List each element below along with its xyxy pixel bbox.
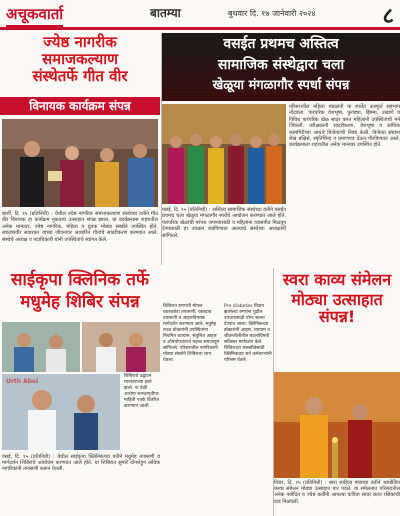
story4-headline-line2: मोठ्या उत्साहात संपन्न! [291,290,383,326]
story2-column-right: परिसरातील महिला मंडळांनी या स्पर्धेत उत्स्फूर्त सहभाग नोंदवला. पारंपरिक वेशभूषा, फुगड्या, झिम्मा, उखाणे व विविध पारंपरिक खेळ सादर करत महिलांनी उपस्थितांची मने जिंकली. परीक्षकांनी सादरीकरण, वेशभूषा व सांघिक कामगिरीच्या आधारे विजेत्यांची निवड केली. विजेत्या संघांना रोख बक्षिसे, स्मृतिचिन्ह व प्रमाणपत्र देऊन गौरविण्यात आले. कार्यक्रमाला शहरातील अनेक मान्यवर उपस्थित होते. [289,104,400,149]
lamp-lighting-photo-graphic [274,372,400,478]
story3-photo-3 [2,374,120,450]
story1-subheadline: विनायक कार्यक्रम संपन्न [0,97,160,115]
story-diabetes-camp [0,268,222,516]
story1-photo [2,119,158,207]
story1-headline-line1: ज्येष्ठ नागरीक [43,33,117,51]
story3-headline-line2: मधुमेह शिबिर संपन्न [20,292,140,312]
story-mangalagaur [162,33,400,265]
column-divider [161,33,162,265]
masthead [0,0,400,30]
photo-caption: Urth Abel [6,378,39,385]
story3-column-mid: शिबिराचे उद्घाटन मान्यवरांच्या हस्ते झाले. या वेळी आरोग्य जनजागृतीपर माहिती पत्रके वितरित करण्यात आली. [124,374,160,409]
section-label: बातम्या [150,6,181,20]
story2-headline-line2: सामाजिक संस्थेद्वारा चला [217,57,345,73]
story2-headline-line1: वसईत प्रथमच अस्तित्व [223,36,339,52]
story3-headline-line1: साईकृपा क्लिनिक तर्फे [10,270,150,290]
group-photo-graphic [162,104,286,204]
story4-photo [274,372,400,478]
clinic-photo-graphic [2,322,80,372]
story4-body: विरार, दि. १५ (प्रतिनिधी) : स्वरा साहित्य मंचाच्या वतीने आयोजित काव्य संमेलन मोठ्या उत्साहात पार पडले. या संमेलनात परिसरातील अनेक नवोदित व ज्येष्ठ कवींनी आपल्या कविता सादर करत रसिकांची दाद मिळवली. [274,480,400,505]
story3-photo-1 [2,322,80,372]
doctor-photo-graphic [2,374,120,450]
section-title: अचूकवार्ता [6,5,64,23]
story3-photo-2 [82,322,160,372]
story4-headline-line1: स्वरा काव्य संमेलन [282,270,392,289]
story2-photo [162,104,286,204]
story3-extra-column: Pre diabetes निदान झालेल्या रुग्णांना पुढील उपचारांसाठी योग्य सल्ला देण्यात आला. क्लिनिकच्या डॉक्टरांनी आहार, व्यायाम व जीवनशैलीतील बदलांविषयी सविस्तर मार्गदर्शन केले. शिबिराच्या यशस्वीतेसाठी क्लिनिकच्या सर्व कर्मचाऱ्यांनी परिश्रम घेतले. [224,304,272,363]
page-number: ८ [382,4,394,29]
event-photo-graphic [2,119,158,207]
story2-body: वसई, दि. १५ (प्रतिनिधी) : अस्तित्व सामाजिक संस्थेच्या वतीने वसईत प्रथमच चला खेळूया मंगळागौर स्पर्धेचे आयोजन करण्यात आले होते. पारंपरिक खेळांची परंपरा जपण्यासाठी व महिलांना व्यासपीठ मिळवून देण्यासाठी हा उपक्रम राबविण्यात आल्याचे संस्थेच्या अध्यक्षांनी सांगितले. [162,207,286,239]
story1-headline-line3: संस्थेतर्फे गीत वीर [32,66,128,85]
story3-column-d: शिबिरात रुग्णांची मोफत रक्तशर्करा तपासणी, रक्तदाब तपासणी व आहारविषयक मार्गदर्शन करण्यात आले. मधुमेह तज्ज्ञ डॉक्टरांनी उपस्थितांना नियमित व्यायाम, संतुलित आहार व औषधोपचाराचे महत्त्व समजावून सांगितले. परिसरातील नागरिकांनी मोठ्या संख्येने शिबिराचा लाभ घेतला. [163,304,220,363]
story1-body: बार्शी, दि. १५ (प्रतिनिधी) : येथील ज्येष्ठ नागरिक समाजकल्याण संस्थेच्या वतीने गीत वीर विनायक हा कार्यक्रम नुकताच उत्साहात संपन्न झाला. या कार्यक्रमास शहरातील अनेक मान्यवर, ज्येष्ठ नागरिक, महिला व युवक मोठ्या संख्येने उपस्थित होते. स्वातंत्र्यवीर सावरकर यांच्या जीवनावर आधारित गीतांचे सादरीकरण करण्यात आले. संस्थेचे अध्यक्ष व पदाधिकारी यांनी उपस्थितांचे स्वागत केले. [2,211,158,243]
story-poetry-meet [274,268,400,516]
story3-body: वसई, दि. १५ (प्रतिनिधी) : येथील साईकृपा क्लिनिकच्या वतीने मधुमेह तपासणी व मार्गदर्शन शिबिराचे आयोजन करण्यात आले होते. या शिबिरात सुमारे दोनशेहून अधिक नागरिकांनी तपासणी करून घेतली. [2,454,160,473]
story-senior-citizens [0,33,160,265]
column-divider [273,268,274,516]
issue-date: बुधवार दि. १७ जानेवारी २०२४ [228,9,316,18]
story2-headline-line3: खेळूया मंगळागौर स्पर्धा संपन्न [212,78,350,93]
story2-headline-box [162,33,400,101]
checkup-photo-graphic [82,322,160,372]
story1-headline-line2: समाजकल्याण [42,49,118,68]
story1-headline [2,35,158,85]
